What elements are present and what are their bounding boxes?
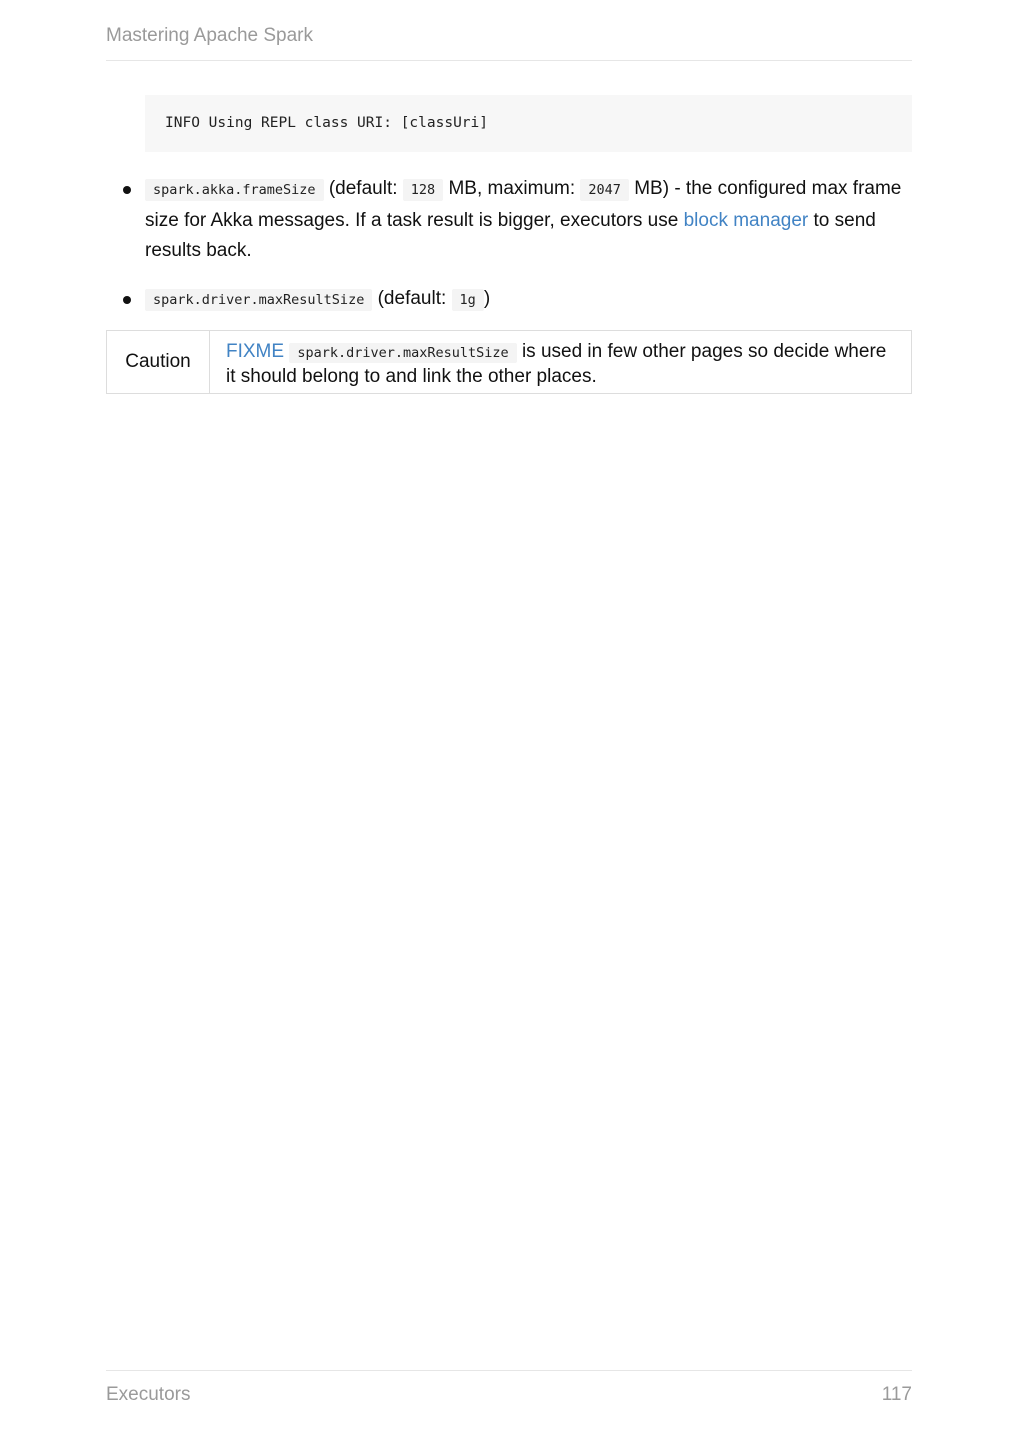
inline-code-default: 128	[403, 179, 443, 201]
bullet-text: to send results back.	[145, 209, 876, 261]
inline-code-frame-size: spark.akka.frameSize	[145, 179, 324, 201]
inline-code-default: 1g	[452, 289, 484, 311]
header-divider	[106, 60, 912, 61]
inline-code-max-result-size: spark.driver.maxResultSize	[145, 289, 372, 311]
footer-section-title: Executors	[106, 1384, 191, 1405]
bullet-icon	[123, 296, 131, 304]
bullet-text: (default:	[328, 178, 398, 199]
bullet-text: (default:	[377, 287, 447, 309]
inline-code-max-result-size: spark.driver.maxResultSize	[289, 343, 516, 363]
block-manager-link[interactable]: block manager	[683, 209, 809, 231]
bullet-frame-size	[106, 174, 912, 267]
config-bullet-list	[106, 174, 912, 315]
bullet-text: MB, maximum:	[448, 178, 576, 199]
page-number: 117	[881, 1384, 912, 1405]
code-block: INFO Using REPL class URI: [classUri]	[145, 95, 912, 152]
bullet-max-result-size	[106, 284, 912, 316]
bullet-icon	[123, 186, 131, 194]
fixme-link[interactable]: FIXME	[226, 341, 285, 362]
inline-code-maximum: 2047	[580, 179, 629, 201]
caution-admonition	[106, 330, 912, 394]
bullet-text: MB) - the configured max frame size for Akka messages. If a task result is bigger, executors use	[145, 178, 902, 231]
caution-body	[210, 331, 911, 393]
running-header: Mastering Apache Spark	[106, 25, 314, 46]
caution-text: is used in few other pages so decide where it should belong to and link the other places.	[226, 341, 887, 387]
bullet-text: )	[483, 287, 491, 309]
caution-label: Caution	[107, 331, 210, 393]
footer-divider	[106, 1370, 912, 1371]
